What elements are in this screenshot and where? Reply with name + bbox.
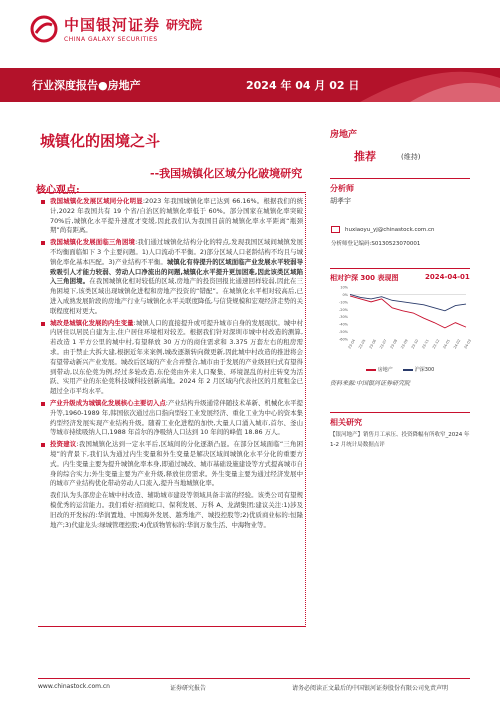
email-icon [331,226,340,233]
galaxy-logo-icon [30,15,58,43]
rating: 推荐 [354,150,376,163]
footer-label: 证券研究报告 [170,685,207,692]
y-tick-label: 0% [342,292,348,297]
key-views-body [38,192,306,627]
series-line [350,294,466,310]
bullet-triangle-dilemma: 我国城镇化发展面临三角困境:我们通过城镇化结构分化的特点,发现我国区域间城镇发展不均衡面临如下 3 个主要问题。1)人口流动不平衡。2)部分区域人口老龄结构不均且与城镇化率化基本匹配。3)产业结构不平衡。城镇化有待提升的区域面临产业发展水平较弱导致吸引人才能力较弱、劳动人口净流出的问题,城镇化水平提升更加困难,因此该类区域陷入三角困境。在我国城镇化相对较低的区域,房地产的投资回报比通速回样较弱,因此在三角困境下,该类区域出现城镇化进程和房地产投资的“错配”。在城镇化水平相对较高后,已进入成熟发展阶段的房地产行业与城镇化水平关联度降低,与信贷规模和宏观经济走势的关联程度相对更大。 [40,238,303,316]
x-tick-label: 23-08 [389,338,399,350]
x-tick-label: 23-11 [421,338,430,350]
analyst-email[interactable]: huxiaoyu_yj@chinastock.com.cn [345,227,435,233]
chart-legend [330,366,470,373]
bullet-investment-advice: 投资建议:我国城镇化达到一定水平后,区域间的分化逐渐凸显。在部分区域面临“三角困境”的背景下,我们认为通过内生变量和外生变量是解决区域间城镇化水平分化的重要方式。内生变量主要为提升城镇化率本身,即通过城改、城市基础设施建设等方式提高城市自身的综合实力;外生变量主要为产业升级,释放住房需求。外生变量主要为通过经济发展中的城市产业结构优化带动劳动人口流入,提升当地城镇化率。 [40,440,303,489]
analyst-name: 胡孝宇 [330,197,351,205]
x-tick-label: 24-03 [463,338,472,350]
x-tick-label: 23-10 [410,338,420,350]
key-views-label: 核心观点: [36,185,80,196]
x-tick-label: 23-07 [379,338,388,350]
y-tick-label: -40% [338,322,348,327]
divider [330,268,470,269]
bullet-urban-renewal: 城改是城镇化发展的内生变量:城镇人口的直接提升或可提升城市自身的发展现状。城中村内居住以居民自建为主,住户居住环境相对较差。根据我们针对深圳市城中村改造的测算,若改造 1 平方公里的城中村,有望释放 30 万方的商住需求和 3.375 万套左右的租房需求。由于禁止大拆大建,根据近年来案例,城改逐渐转向微更新,因此城中村改造的推进将会有望带动新兴产业发展。城改后区域的产业合并整合,城市由于发展的产业级回归式有望得到带动,以东伦莞为例,经过多轮改造,东伦莞由外来人口聚集、环境混乱的村庄转变为活跃、实用产业的东伦莞科技城科技创新高地。2024 年 2 月区域内代表社区的月度租金已超过全市平均水平。 [40,319,303,397]
x-tick-label: 23-06 [368,338,378,350]
y-tick-label: 10% [340,285,348,290]
legend-item-realestate: 房地产 [366,366,393,373]
bullet-recommendations: 我们认为头部房企在城中村改造、辅助城市建设等领域具备丰富的经验。该类公司有望规模优秀的运营能力。我们看好:招商蛇口、保利发展、万科 A、龙湖集团;建议关注:1)涉及旧改的开发标的:华润置地、中国海外发展、越秀地产、城投控股等;2)优质商业标的:恒隆地产;3)代建龙头:绿城管理控股;4)优质物管标的:华润万象生活、中海物业等。 [50,491,303,529]
report-date: 2024 年 04 月 02 日 [246,79,360,92]
divider [330,412,470,413]
bullet-urbanization-divergence: 我国城镇化发展区域同分化明显:2023 年我国城镇化率已达到 66.16%。根据我们的统计,2022 年我国共有 19 个省/自治区的城镇化率低于 60%。部分国家在城镇化率突破 70%后,城镇化水平提升速度才变缓,因此我们认为我国目前的城镇化率水平距离“瓶颈期”尚有距离。 [40,197,303,236]
y-tick-label: -60% [338,337,348,342]
y-tick-label: -20% [338,307,348,312]
report-subtitle: --我国城镇化区域分化破境研究 [150,167,303,180]
logo-text-en: CHINA GALAXY SECURITIES [64,36,158,43]
chart-source: 资料来源:中国银河证券研究院 [330,380,411,387]
legend-item-csi300: 沪深300 [403,366,435,373]
x-tick-label: 24-01 [442,338,451,350]
footer-url[interactable]: www.chinastock.com.cn [38,683,110,690]
x-tick-label: 23-04 [347,338,356,350]
header-swoosh-decoration [320,68,500,102]
chart-date: 2024-04-01 [425,273,470,281]
y-tick-label: -10% [338,300,348,305]
logo-text-cn: 中国银河证券 [64,16,161,34]
chart-title: 相对沪深 300 表现图 [330,274,399,282]
report-type: 行业深度报告●房地产 [32,79,141,92]
series-line [350,296,466,328]
x-tick-label: 23-09 [400,338,409,350]
relative-performance-chart [330,283,470,358]
footer-notice: 请务必阅读正文最后的中国银河证券股份有限公司免责声明 [292,685,449,692]
related-research-link[interactable]: 【银河地产】销售月工承压、投资降幅有所收窄_2024 年 1-2 月统计局数据点评 [330,432,470,448]
institute-label: 研究院 [166,18,203,32]
bullet-industrial-upgrade: 产业升级成为城镇化发展核心主要切入点:产业结构升级通常伴随技术革新、机械化水平提升等,1960-1989 年,韩国依次通过出口指向型轻工业发展经济、重化工业为中心的资本集约型经济发展实现产业结构升级。随着工业化进程的加快,大量人口涌入城市,首尔、釜山等城市持续吸纳人口,1988 年首尔的净吸纳人口达到 10 年间的峰值 18.86 万人。 [40,399,303,438]
analyst-label: 分析师 [330,184,354,193]
brand-logo [30,14,202,43]
x-tick-label: 24-02 [452,338,462,350]
sector-label: 房地产 [330,130,358,140]
y-tick-label: -30% [338,315,348,320]
divider [330,178,470,179]
related-research-label: 相关研究 [330,418,362,427]
y-tick-label: -50% [338,330,348,335]
rating-note: (维持) [401,153,421,161]
report-title: 城镇化的困境之斗 [40,132,161,150]
footer-divider [38,678,470,679]
x-tick-label: 23-12 [431,338,441,350]
x-tick-label: 23-05 [357,338,367,350]
analyst-cert: 分析师登记编码:S0130523070001 [331,241,421,247]
report-header [0,0,500,68]
